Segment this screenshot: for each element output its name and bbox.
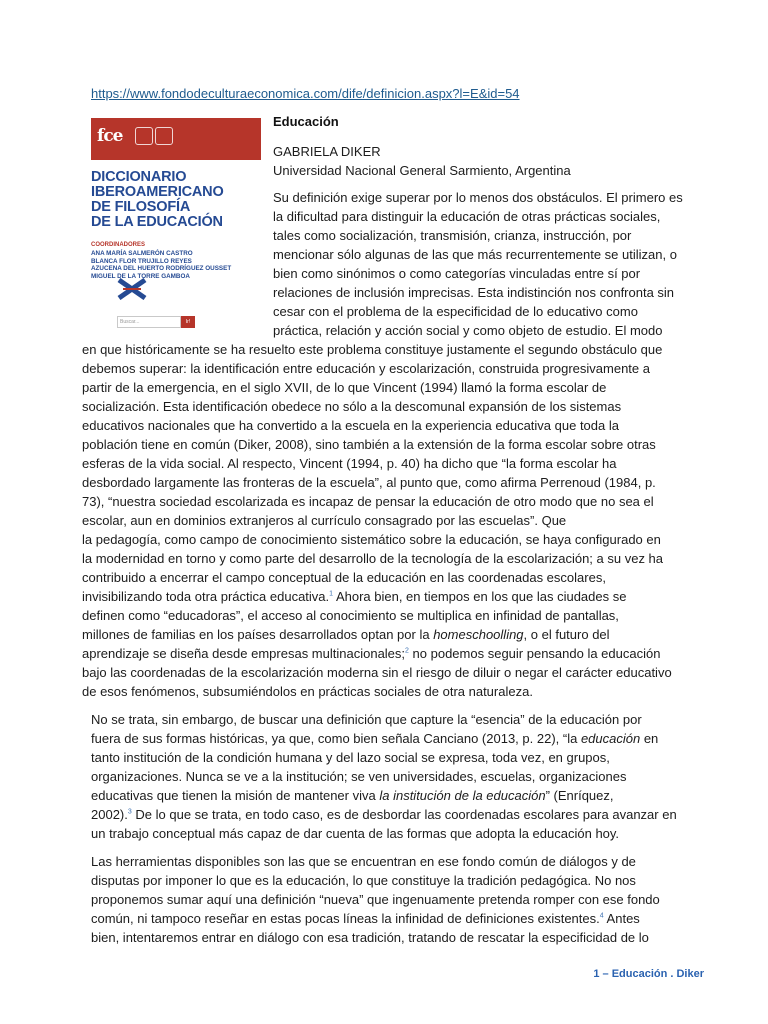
text-line: [82, 625, 610, 644]
text-run: Ahora bien, en tiempos en los que las ciudades se: [333, 589, 627, 604]
text-line: bien como sinónimos o como categorías vinculadas entre sí por: [273, 266, 641, 281]
text-line: bien, intentaremos entrar en diálogo con esa tradición, tratando de rescatar la especificidad de lo: [91, 930, 649, 945]
text-run: ” (Enríquez,: [545, 788, 614, 803]
text-line: contribuido a encerrar el campo conceptual de la educación en las coordenadas escolares,: [82, 570, 606, 585]
text-run: Antes: [603, 911, 640, 926]
text-run: millones de familias en los países desarrollados optan por la: [82, 627, 434, 642]
text-line: [91, 909, 640, 928]
fce-logo: fce: [97, 126, 123, 146]
text-line: [82, 587, 626, 606]
cover-search-input: Buscar...: [117, 316, 181, 328]
text-line: la modernidad en torno y como parte del desarrollo de la tecnología de la escolarización; a su vez ha: [82, 551, 664, 566]
text-run: De lo que se trata, en todo caso, es de desbordar las coordenadas escolares para avanzar en: [131, 807, 677, 822]
text-line: Las herramientas disponibles son las que se encuentran en ese fondo común de diálogos y de: [91, 854, 636, 869]
text-run: educativas que tienen la misión de mantener viva: [91, 788, 380, 803]
text-line: esferas de la vida social. Al respecto, Vincent (1994, p. 40) ha dicho que “la forma escolar ha: [82, 456, 617, 471]
footnote-ref-2[interactable]: 2: [405, 647, 409, 655]
text-line: población tiene en común (Diker, 2008), sino también a la extensión de la forma escolar sobre otras: [82, 437, 656, 452]
text-line: escolar, aun en dominios extranjeros al currículo consagrado por las escuelas”. Que: [82, 513, 567, 528]
text-line: la pedagogía, como campo de conocimiento sistemático sobre la educación, se haya configurado en: [82, 532, 661, 547]
text-line: disputas por imponer lo que es la educación, lo que constituye la tradición pedagógica. No nos: [91, 873, 636, 888]
text-line: 73), “nuestra sociedad escolarizada es incapaz de pensar la educación de otro modo que no sea el: [82, 494, 654, 509]
page-footer: 1 – Educación . Diker: [593, 968, 704, 980]
italic-term: la institución de la educación: [379, 788, 546, 803]
text-line: proponemos sumar aquí una definición “nueva” que ingenuamente pretenda romper con ese fondo: [91, 892, 660, 907]
text-line: definen como “educadoras”, el acceso al conocimiento se multiplica en infinidad de pantallas,: [82, 608, 619, 623]
footnote-ref-4[interactable]: 4: [599, 912, 604, 920]
source-link[interactable]: https://www.fondodeculturaeconomica.com/dife/definicion.aspx?l=E&id=54: [91, 86, 520, 101]
cover-search-button: Ir!: [181, 316, 195, 328]
text-line: Su definición exige superar por lo menos dos obstáculos. El primero es: [273, 190, 683, 205]
cover-title: DICCIONARIO IBEROAMERICANO DE FILOSOFÍA DE LA EDUCACIÓN: [91, 169, 224, 230]
text-run: no podemos seguir pensando la educación: [408, 646, 661, 661]
seal-icon: [135, 127, 153, 145]
text-run: en: [640, 731, 659, 746]
text-line: [91, 729, 658, 748]
text-line: desbordado largamente las fronteras de la escuela”, al punto que, como afirma Perrenoud (1984, p.: [82, 475, 656, 490]
text-run: 2002).: [91, 807, 128, 822]
unam-seal-icon: [155, 127, 173, 145]
text-line: práctica, relación y acción social y como objeto de estudio. El modo: [273, 323, 663, 338]
text-line: bajo las coordenadas de la escolarización moderna sin el riesgo de diluir o negar el carácter educativo: [82, 665, 672, 680]
cover-coordinator-names: ANA MARÍA SALMERÓN CASTRO BLANCA FLOR TRUJILLO REYES AZUCENA DEL HUERTO RODRÍGUEZ OUSSET MIGUEL DE LA TORRE GAMBOA: [91, 250, 232, 280]
footnote-ref-1[interactable]: 1: [329, 590, 334, 598]
text-line: organizaciones. Nunca se ve a la institución; se ven universidades, escuelas, organizaciones: [91, 769, 627, 784]
text-line: No se trata, sin embargo, de buscar una definición que capture la “esencia” de la educación por: [91, 712, 642, 727]
text-line: la dificultad para distinguir la educación de otras prácticas sociales,: [273, 209, 661, 224]
text-line: tales como socialización, transmisión, crianza, instrucción, por: [273, 228, 632, 243]
text-line: socialización. Esta identificación obedece no sólo a la descomunal expansión de los sistemas: [82, 399, 622, 414]
text-line: [91, 786, 614, 805]
text-run: invisibilizando toda otra práctica educativa.: [82, 589, 330, 604]
text-line: de esos fenómenos, subsumiéndolos en prácticas sociales de otra naturaleza.: [82, 684, 533, 699]
author-name: GABRIELA DIKER: [273, 144, 381, 159]
text-line: debemos superar: la identificación entre educación y escolarización, construida progresivamente a: [82, 361, 650, 376]
author-affiliation: Universidad Nacional General Sarmiento, Argentina: [273, 163, 571, 178]
text-run: , o el futuro del: [523, 627, 610, 642]
text-line: mencionar sólo algunas de las que más recurrentemente se utilizan, o: [273, 247, 677, 262]
text-run: fuera de sus formas históricas, ya que, como bien señala Canciano (2013, p. 22), “la: [91, 731, 581, 746]
text-line: tanto institución de la condición humana y del lazo social se expresa, toda vez, en grupos,: [91, 750, 610, 765]
book-cover-image: [91, 118, 261, 332]
text-line: [91, 805, 677, 824]
text-line: relaciones de inclusión imprecisas. Esta indistinción nos confronta sin: [273, 285, 675, 300]
italic-term: educación: [580, 731, 641, 746]
entry-heading: Educación: [273, 114, 339, 129]
text-run: común, ni tampoco reseñar en estas pocas líneas la infinidad de definiciones existentes.: [91, 911, 600, 926]
text-line: partir de la emergencia, en el siglo XVII, de lo que Vincent (1994) llamó la forma escolar de: [82, 380, 607, 395]
text-line: cesar con el problema de la especificidad de lo educativo como: [273, 304, 638, 319]
text-run: aprendizaje se diseña desde empresas multinacionales;: [82, 646, 406, 661]
cover-coordinators-label: COORDINADORES: [91, 242, 146, 248]
text-line: un trabajo conceptual más capaz de dar cuenta de las formas que adopta la educación hoy.: [91, 826, 620, 841]
italic-term: homeschoolling: [433, 627, 524, 642]
text-line: en que históricamente se ha resuelto este problema constituye justamente el segundo obstáculo que: [82, 342, 663, 357]
text-line: educativos nacionales que ha convertido a la escuela en la experiencia educativa que toda la: [82, 418, 619, 433]
text-line: [82, 644, 660, 663]
cross-emblem-icon: [117, 278, 147, 300]
footnote-ref-3[interactable]: 3: [127, 808, 132, 816]
